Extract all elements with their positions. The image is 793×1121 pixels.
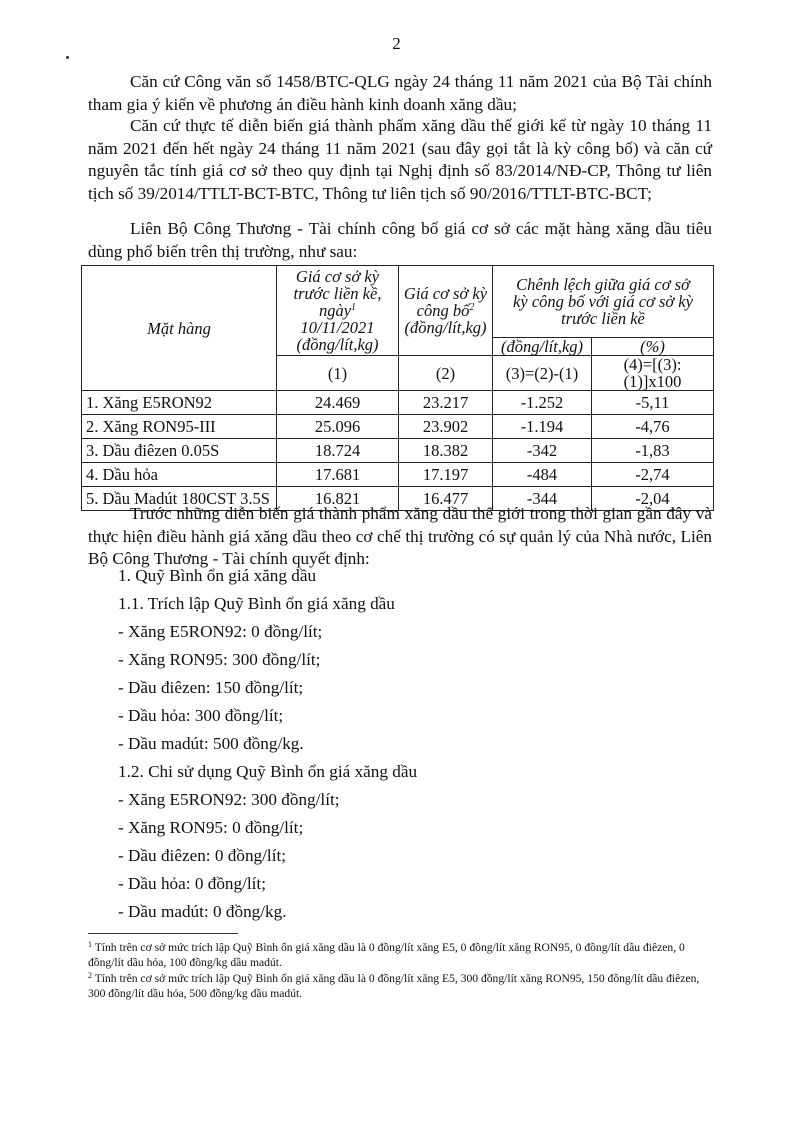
header-new-price-label: Giá cơ sở kỳ công bố <box>403 284 488 320</box>
paragraph-decision-intro <box>88 503 712 571</box>
list-item: - Xăng E5RON92: 0 đồng/lít; <box>118 622 323 641</box>
header-col4: (4)=[(3):(1)]x100 <box>592 356 714 391</box>
paragraph-text: Căn cứ Công văn số 1458/BTC-QLG ngày 24 tháng 11 năm 2021 của Bộ Tài chính tham gia ý kiến về phương án điều hành kinh doanh xăng dầu; <box>88 72 712 114</box>
list-item: - Dầu điêzen: 0 đồng/lít; <box>118 846 287 865</box>
header-col3: (3)=(2)-(1) <box>493 356 592 391</box>
prev-price-cell: 24.469 <box>277 391 399 415</box>
diff-pct-cell: -1,83 <box>592 439 714 463</box>
diff-pct-cell: -5,11 <box>592 391 714 415</box>
table-row <box>82 415 714 439</box>
list-item: - Dầu điêzen: 150 đồng/lít; <box>118 678 304 697</box>
new-price-cell: 23.902 <box>399 415 493 439</box>
prev-price-cell: 18.724 <box>277 439 399 463</box>
page-number: 2 <box>392 34 401 53</box>
paragraph-text: Căn cứ thực tế diễn biến giá thành phẩm xăng dầu thế giới kể từ ngày 10 tháng 11 năm 2021 đến hết ngày 24 tháng 11 năm 2021 (sau đây gọi tắt là kỳ công bố) và căn cứ nguyên tắc tính giá cơ sở theo quy định tại Nghị định số 83/2014/NĐ-CP, Thông tư liên tịch số 39/2014/TTLT-BCT-BTC, Thông tư liên tịch số 90/2016/TTLT-BTC-BCT; <box>88 116 712 203</box>
diff-pct-cell: -4,76 <box>592 415 714 439</box>
header-new-price <box>399 266 493 356</box>
header-item: Mặt hàng <box>82 266 277 391</box>
diff-abs-cell: -1.194 <box>493 415 592 439</box>
header-new-price-unit: (đồng/lít,kg) <box>404 318 487 337</box>
section-heading-1-2: 1.2. Chi sử dụng Quỹ Bình ổn giá xăng dầu <box>118 762 418 781</box>
diff-abs-cell: -344 <box>493 487 592 511</box>
diff-abs-cell: -484 <box>493 463 592 487</box>
diff-abs-cell: -1.252 <box>493 391 592 415</box>
footnote-1 <box>88 938 713 970</box>
header-difference: Chênh lệch giữa giá cơ sở kỳ công bố với giá cơ sở kỳ trước liền kề <box>493 266 714 338</box>
item-name-cell: 3. Dầu điêzen 0.05S <box>82 439 277 463</box>
footnote-ref-2: 2 <box>469 302 475 313</box>
item-name-cell: 4. Dầu hỏa <box>82 463 277 487</box>
new-price-cell: 23.217 <box>399 391 493 415</box>
list-item: - Dầu madút: 0 đồng/kg. <box>118 902 287 921</box>
header-prev-price-date: 10/11/2021 <box>300 318 375 337</box>
prev-price-cell: 17.681 <box>277 463 399 487</box>
list-item: - Xăng E5RON92: 300 đồng/lít; <box>118 790 340 809</box>
item-name-cell: 2. Xăng RON95-III <box>82 415 277 439</box>
table-row <box>82 391 714 415</box>
prev-price-cell: 16.821 <box>277 487 399 511</box>
header-prev-price-label: Giá cơ sở kỳ trước liền kề, ngày <box>293 267 382 320</box>
header-col1: (1) <box>277 356 399 391</box>
new-price-cell: 17.197 <box>399 463 493 487</box>
footnote-mark: 2 <box>88 971 92 980</box>
footnote-2 <box>88 969 713 1001</box>
base-price-table <box>81 265 714 511</box>
list-item: - Dầu madút: 500 đồng/kg. <box>118 734 304 753</box>
list-item: - Dầu hỏa: 300 đồng/lít; <box>118 706 284 725</box>
footnote-mark: 1 <box>88 940 92 949</box>
diff-pct-cell: -2,04 <box>592 487 714 511</box>
paragraph-announcement <box>88 218 712 263</box>
header-diff-pct-unit: (%) <box>592 338 714 356</box>
table-row <box>82 439 714 463</box>
footnote-text: Tính trên cơ sở mức trích lập Quỹ Bình ổn giá xăng dầu là 0 đồng/lít xăng E5, 0 đồng/lít xăng RON95, 0 đồng/lít dầu điêzen, 0 đồng/lít dầu hỏa, 100 đồng/kg dầu madút. <box>88 941 685 969</box>
section-heading-1-1: 1.1. Trích lập Quỹ Bình ổn giá xăng dầu <box>118 594 395 613</box>
footnote-text: Tính trên cơ sở mức trích lập Quỹ Bình ổn giá xăng dầu là 0 đồng/lít xăng E5, 300 đồng/lít xăng RON95, 150 đồng/lít dầu điêzen, 300 đồng/lít dầu hỏa, 500 đồng/kg dầu madút. <box>88 972 700 1000</box>
diff-abs-cell: -342 <box>493 439 592 463</box>
item-name-cell: 1. Xăng E5RON92 <box>82 391 277 415</box>
new-price-cell: 18.382 <box>399 439 493 463</box>
footnote-separator <box>88 933 238 934</box>
item-name-cell: 5. Dầu Madút 180CST 3.5S <box>82 487 277 511</box>
list-item: - Xăng RON95: 300 đồng/lít; <box>118 650 321 669</box>
list-item: - Xăng RON95: 0 đồng/lít; <box>118 818 304 837</box>
footnote-ref-1: 1 <box>351 302 357 313</box>
scan-speck <box>66 56 69 59</box>
header-prev-price <box>277 266 399 356</box>
paragraph-text: Liên Bộ Công Thương - Tài chính công bố giá cơ sở các mặt hàng xăng dầu tiêu dùng phổ biến trên thị trường, như sau: <box>88 219 712 261</box>
new-price-cell: 16.477 <box>399 487 493 511</box>
section-heading-1: 1. Quỹ Bình ổn giá xăng dầu <box>118 566 317 585</box>
header-prev-price-unit: (đồng/lít,kg) <box>296 335 379 354</box>
header-diff-abs-unit: (đồng/lít,kg) <box>493 338 592 356</box>
paragraph-legal-basis-2 <box>88 115 712 205</box>
header-col2: (2) <box>399 356 493 391</box>
list-item: - Dầu hỏa: 0 đồng/lít; <box>118 874 266 893</box>
table-row <box>82 463 714 487</box>
paragraph-legal-basis-1 <box>88 71 712 116</box>
paragraph-text: Trước những diễn biến giá thành phẩm xăng dầu thế giới trong thời gian gần đây và thực hiện điều hành giá xăng dầu theo cơ chế thị trường có sự quản lý của Nhà nước, Liên Bộ Công Thương - Tài chính quyết định: <box>88 504 712 568</box>
prev-price-cell: 25.096 <box>277 415 399 439</box>
diff-pct-cell: -2,74 <box>592 463 714 487</box>
